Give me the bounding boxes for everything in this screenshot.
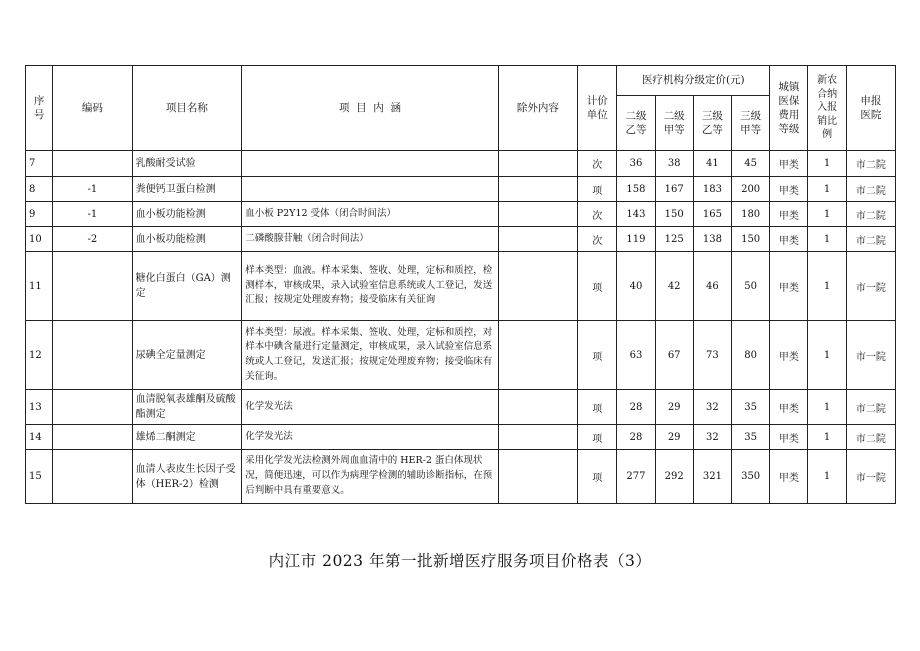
header-price-3a: 三级 甲等 <box>732 96 770 151</box>
row-price-2b: 277 <box>617 450 655 504</box>
header-name: 项目名称 <box>132 66 242 151</box>
row-exclusions <box>498 390 577 425</box>
row-price-3b: 183 <box>693 177 731 202</box>
row-rural: 1 <box>808 227 846 252</box>
row-rural: 1 <box>808 202 846 227</box>
row-price-3b: 321 <box>693 450 731 504</box>
row-seq: 13 <box>26 390 53 425</box>
row-exclusions <box>498 227 577 252</box>
header-content: 项 目 内 涵 <box>242 66 498 151</box>
row-hospital: 市二院 <box>846 202 895 227</box>
row-unit: 次 <box>578 202 617 227</box>
row-price-2b: 36 <box>617 151 655 177</box>
row-rural: 1 <box>808 177 846 202</box>
row-exclusions <box>498 177 577 202</box>
row-code <box>53 425 132 450</box>
row-content: 化学发光法 <box>242 425 498 450</box>
header-exclusions: 除外内容 <box>498 66 577 151</box>
row-code: -2 <box>53 227 132 252</box>
row-price-2b: 40 <box>617 252 655 321</box>
row-code <box>53 321 132 390</box>
row-seq: 15 <box>26 450 53 504</box>
header-price-2b: 二级 乙等 <box>617 96 655 151</box>
row-price-3a: 180 <box>732 202 770 227</box>
row-exclusions <box>498 202 577 227</box>
header-seq: 序 号 <box>26 66 53 151</box>
row-hospital: 市二院 <box>846 151 895 177</box>
row-unit: 次 <box>578 227 617 252</box>
row-price-3a: 150 <box>732 227 770 252</box>
table-row <box>26 151 896 177</box>
row-unit: 项 <box>578 390 617 425</box>
row-seq: 10 <box>26 227 53 252</box>
row-price-2a: 42 <box>655 252 693 321</box>
row-code <box>53 450 132 504</box>
row-price-3a: 45 <box>732 151 770 177</box>
row-insurance: 甲类 <box>770 252 808 321</box>
header-price-group: 医疗机构分级定价(元) <box>617 66 770 96</box>
row-price-2a: 125 <box>655 227 693 252</box>
row-price-2b: 143 <box>617 202 655 227</box>
row-seq: 11 <box>26 252 53 321</box>
header-rural: 新农 合纳 入报 销比 例 <box>808 66 846 151</box>
table-row <box>26 177 896 202</box>
row-price-2b: 63 <box>617 321 655 390</box>
row-unit: 项 <box>578 321 617 390</box>
row-exclusions <box>498 321 577 390</box>
row-price-2b: 28 <box>617 390 655 425</box>
row-price-2a: 29 <box>655 425 693 450</box>
row-price-2a: 38 <box>655 151 693 177</box>
row-price-3b: 73 <box>693 321 731 390</box>
row-insurance: 甲类 <box>770 425 808 450</box>
row-content: 二磷酸腺苷触（闭合时间法） <box>242 227 498 252</box>
table-row <box>26 450 896 504</box>
row-insurance: 甲类 <box>770 202 808 227</box>
row-name: 粪便钙卫蛋白检测 <box>132 177 242 202</box>
row-seq: 9 <box>26 202 53 227</box>
row-seq: 7 <box>26 151 53 177</box>
row-name: 尿碘全定量测定 <box>132 321 242 390</box>
row-unit: 项 <box>578 252 617 321</box>
row-price-3b: 138 <box>693 227 731 252</box>
row-content: 采用化学发光法检测外周血血清中的 HER-2 蛋白体现状况，简便迅速，可以作为病理学检测的辅助诊断指标，在预后判断中具有重要意义。 <box>242 450 498 504</box>
row-price-2a: 29 <box>655 390 693 425</box>
row-content: 样本类型：尿液。样本采集、签收、处理，定标和质控，对样本中碘含量进行定量测定，审核成果，录入试验室信息系统或人工登记，发送汇报；按规定处理废弃物；接受临床有关征询。 <box>242 321 498 390</box>
row-name: 血清人表皮生长因子受体（HER-2）检测 <box>132 450 242 504</box>
header-hospital: 申报 医院 <box>846 66 895 151</box>
row-price-2b: 119 <box>617 227 655 252</box>
row-exclusions <box>498 252 577 321</box>
row-rural: 1 <box>808 450 846 504</box>
row-insurance: 甲类 <box>770 177 808 202</box>
row-content <box>242 151 498 177</box>
row-name: 血清脱氧表雄酮及硫酸酯测定 <box>132 390 242 425</box>
row-name: 血小板功能检测 <box>132 227 242 252</box>
row-price-3b: 41 <box>693 151 731 177</box>
header-unit: 计价 单位 <box>578 66 617 151</box>
price-table <box>25 65 896 504</box>
row-content <box>242 177 498 202</box>
row-rural: 1 <box>808 425 846 450</box>
row-hospital: 市二院 <box>846 227 895 252</box>
row-price-2a: 292 <box>655 450 693 504</box>
row-code: -1 <box>53 177 132 202</box>
header-price-2a: 二级 甲等 <box>655 96 693 151</box>
row-hospital: 市一院 <box>846 252 895 321</box>
row-unit: 项 <box>578 425 617 450</box>
row-content: 样本类型：血液。样本采集、签收、处理，定标和质控，检测样本，审核成果，录入试验室信息系统或人工登记，发送汇报；按规定处理废弃物；接受临床有关征询 <box>242 252 498 321</box>
row-hospital: 市二院 <box>846 390 895 425</box>
row-price-3b: 165 <box>693 202 731 227</box>
row-code <box>53 252 132 321</box>
table-row <box>26 252 896 321</box>
row-code <box>53 390 132 425</box>
row-rural: 1 <box>808 252 846 321</box>
row-price-3a: 80 <box>732 321 770 390</box>
row-unit: 次 <box>578 151 617 177</box>
row-name: 雄烯二酮测定 <box>132 425 242 450</box>
row-seq: 8 <box>26 177 53 202</box>
row-hospital: 市一院 <box>846 321 895 390</box>
row-price-3a: 350 <box>732 450 770 504</box>
header-insurance: 城镇 医保 费用 等级 <box>770 66 808 151</box>
row-hospital: 市一院 <box>846 450 895 504</box>
row-price-3b: 46 <box>693 252 731 321</box>
row-seq: 14 <box>26 425 53 450</box>
row-exclusions <box>498 425 577 450</box>
header-code: 编码 <box>53 66 132 151</box>
table-row <box>26 321 896 390</box>
row-price-3b: 32 <box>693 390 731 425</box>
row-insurance: 甲类 <box>770 390 808 425</box>
row-price-2b: 158 <box>617 177 655 202</box>
row-seq: 12 <box>26 321 53 390</box>
row-hospital: 市二院 <box>846 425 895 450</box>
table-row <box>26 202 896 227</box>
row-price-3a: 50 <box>732 252 770 321</box>
row-rural: 1 <box>808 151 846 177</box>
table-row <box>26 425 896 450</box>
row-rural: 1 <box>808 321 846 390</box>
row-insurance: 甲类 <box>770 321 808 390</box>
table-row <box>26 227 896 252</box>
row-name: 糖化白蛋白（GA）测定 <box>132 252 242 321</box>
page-title: 内江市 2023 年第一批新增医疗服务项目价格表（3） <box>268 552 652 570</box>
table-row <box>26 390 896 425</box>
row-unit: 项 <box>578 450 617 504</box>
row-unit: 项 <box>578 177 617 202</box>
row-name: 乳酸耐受试验 <box>132 151 242 177</box>
row-price-3a: 35 <box>732 425 770 450</box>
row-code: -1 <box>53 202 132 227</box>
row-content: 化学发光法 <box>242 390 498 425</box>
row-exclusions <box>498 450 577 504</box>
row-insurance: 甲类 <box>770 450 808 504</box>
row-exclusions <box>498 151 577 177</box>
row-price-2b: 28 <box>617 425 655 450</box>
row-price-2a: 150 <box>655 202 693 227</box>
row-code <box>53 151 132 177</box>
header-price-3b: 三级 乙等 <box>693 96 731 151</box>
row-name: 血小板功能检测 <box>132 202 242 227</box>
row-price-3b: 32 <box>693 425 731 450</box>
row-price-2a: 167 <box>655 177 693 202</box>
row-price-2a: 67 <box>655 321 693 390</box>
row-insurance: 甲类 <box>770 151 808 177</box>
row-insurance: 甲类 <box>770 227 808 252</box>
row-price-3a: 35 <box>732 390 770 425</box>
row-price-3a: 200 <box>732 177 770 202</box>
row-content: 血小板 P2Y12 受体（闭合时间法） <box>242 202 498 227</box>
row-hospital: 市二院 <box>846 177 895 202</box>
row-rural: 1 <box>808 390 846 425</box>
